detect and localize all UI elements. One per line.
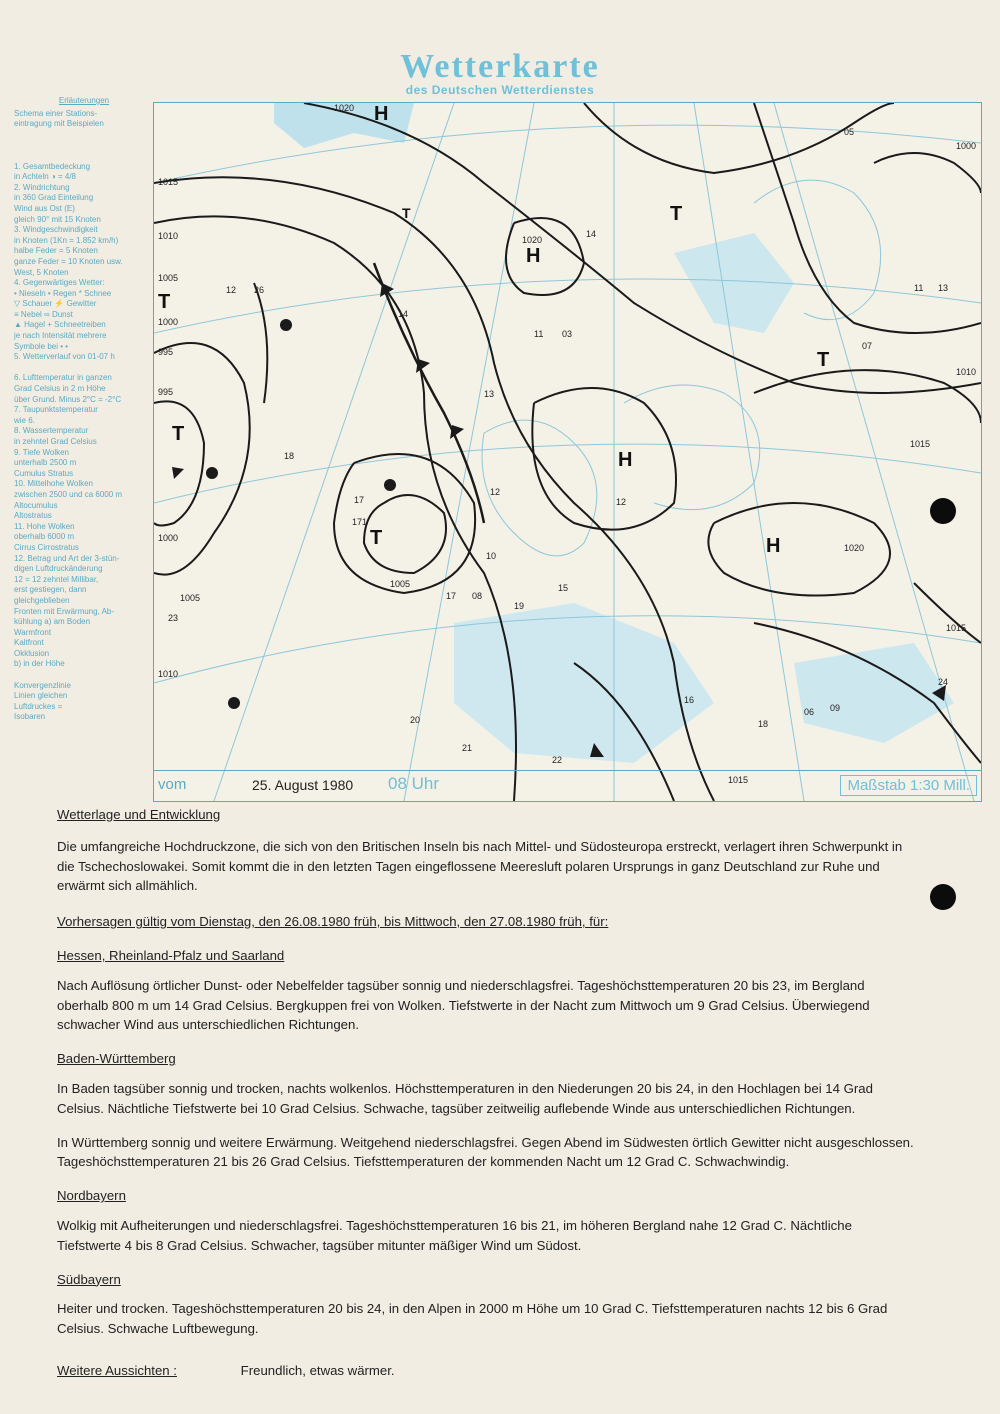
isobar-label: 1000 [956, 141, 977, 151]
isobar-line [754, 370, 981, 423]
high-pressure-label: H [374, 103, 389, 125]
map-date: 25. August 1980 [252, 777, 354, 793]
station-value: 05 [844, 127, 855, 137]
section-paragraph: Nach Auflösung örtlicher Dunst- oder Nebelfelder tagsüber sonnig und niederschlagsfrei. Tageshöchsttemperaturen 20 bis 23, im Bergland oberhalb 800 m um 14 Grad Celsius. Bergkuppen frei von Wolken. Tiefstwerte in der Nacht zum Mittwoch um 9 Grad Celsius. Überwiegend schwacher Wind aus unterschiedlichen Richtungen. [57, 977, 870, 1033]
legend-line: Schema einer Stations- [14, 108, 98, 118]
legend-line: oberhalb 6000 m [14, 532, 75, 542]
station-value: 10 [486, 551, 497, 561]
grid-line [154, 444, 981, 503]
front-semicircle [384, 479, 396, 491]
legend-line: 6. Lufttemperatur in ganzen [14, 373, 112, 383]
station-value: 19 [514, 601, 525, 611]
isobar-line [584, 103, 894, 173]
front-triangle [172, 467, 184, 479]
isobar-line [304, 103, 981, 393]
outlook-label: Weitere Aussichten : [57, 1362, 177, 1378]
map-footer-vom: vom [158, 776, 187, 793]
legend-panel [14, 96, 154, 723]
weather-map [153, 102, 982, 802]
isobar-line [154, 401, 204, 525]
sea-area-black [794, 643, 954, 743]
station-value: 08 [472, 591, 483, 601]
station-value: 12 [226, 285, 237, 295]
section-vorhersage [57, 912, 919, 932]
isobar-label: 1005 [180, 593, 201, 603]
station-value: 24 [938, 677, 949, 687]
legend-lines [14, 109, 154, 723]
page-title-block [300, 48, 700, 97]
isobar-line [154, 216, 516, 801]
legend-line: gleichgeblieben [14, 595, 70, 605]
front-triangle [416, 359, 430, 373]
legend-line: Symbole bei • • [14, 341, 69, 351]
front-semicircle [228, 697, 240, 709]
isobar-label: 1015 [158, 177, 179, 187]
section-paragraph: In Württemberg sonnig und weitere Erwärmung. Weitgehend niederschlagsfrei. Gegen Abend im Südwesten örtlich Gewitter nicht ausgeschlossen. Tageshöchsttemperaturen 21 bis 26 Grad Celsius. Tiefsttemperaturen der kommenden Nacht um 12 Grad C. Schwachwindig. [57, 1134, 914, 1170]
high-pressure-label: H [526, 245, 541, 267]
isobar-label: 1015 [946, 623, 967, 633]
station-value: 18 [758, 719, 769, 729]
section-nordbayern [57, 1186, 919, 1255]
legend-line: zwischen 2500 und ca 6000 m [14, 489, 123, 499]
isobar-label: 1010 [956, 367, 977, 377]
section-wetterlage [57, 805, 919, 896]
legend-line: in 360 Grad Einteilung [14, 193, 94, 203]
legend-line: in Knoten (1Kn = 1.852 km/h) [14, 235, 119, 245]
legend-line: digen Luftdruckänderung [14, 564, 103, 574]
station-value: 14 [398, 309, 409, 319]
grid-line [154, 125, 981, 183]
low-pressure-label: T [158, 291, 171, 313]
legend-line: kühlung a) am Boden [14, 617, 91, 627]
section-heading: Baden-Württemberg [57, 1051, 176, 1067]
station-value: 26 [254, 285, 265, 295]
station-value: 06 [804, 707, 815, 717]
legend-title: Erläuterungen [58, 96, 110, 105]
station-value: 17 [446, 591, 457, 601]
section-paragraph: Wolkig mit Aufheiterungen und niederschlagsfrei. Tageshöchsttemperaturen 16 bis 21, im höheren Bergland nahe 12 Grad C. Nächtliche Tiefstwerte 4 bis 8 Grad Celsius. Schwacher, tagsüber mitunter mäßiger Wind um Südost. [57, 1217, 852, 1253]
station-value: 03 [562, 329, 573, 339]
map-footer [154, 770, 981, 801]
isobar-label: 1015 [910, 439, 931, 449]
station-value: 07 [862, 341, 873, 351]
legend-line: 11. Hohe Wolken [14, 521, 75, 531]
legend-line: Isobaren [14, 712, 46, 722]
legend-line: ▽ Schauer ⚡ Gewitter [14, 299, 97, 309]
legend-line: eintragung mit Beispielen [14, 119, 104, 129]
front-triangle [450, 425, 464, 439]
legend-line: Fronten mit Erwärmung, Ab- [14, 606, 115, 616]
low-pressure-label: T [172, 423, 185, 445]
station-value: 21 [462, 743, 473, 753]
legend-line: ≡ Nebel ∞ Dunst [14, 309, 73, 319]
map-scale: Maßstab 1:30 Mill. [840, 775, 977, 796]
legend-line [14, 670, 154, 681]
legend-line: in Achteln ◑ = 4/8 [14, 172, 76, 182]
legend-line: 3. Windgeschwindigkeit [14, 225, 98, 235]
isobar-label: 1020 [522, 235, 543, 245]
punch-hole [930, 498, 956, 524]
legend-line: ▲ Hagel + Schneetreiben [14, 320, 106, 330]
isobar-label: 1005 [390, 579, 411, 589]
section-baden-wuerttemberg [57, 1049, 919, 1172]
station-value: 09 [830, 703, 841, 713]
station-value: 18 [284, 451, 295, 461]
station-value: 20 [410, 715, 421, 725]
low-pressure-label: T [817, 349, 830, 371]
section-heading: Südbayern [57, 1271, 121, 1287]
legend-line: 8. Wassertemperatur [14, 426, 89, 436]
legend-line: Luftdruckes = [14, 701, 63, 711]
low-pressure-label: T [370, 527, 383, 549]
station-value: 13 [484, 389, 495, 399]
isobar-label: 1000 [158, 533, 179, 543]
legend-line: je nach Intensität mehrere [14, 331, 107, 341]
isobar-line [254, 283, 267, 403]
legend-line: in zehntel Grad Celsius [14, 437, 97, 446]
low-pressure-label: T [402, 205, 411, 221]
isobar-label: 1010 [158, 231, 179, 241]
legend-line: Altocumulus [14, 500, 58, 510]
legend-line: Linien gleichen [14, 691, 68, 701]
station-value: 16 [684, 695, 695, 705]
outlook-row [57, 1361, 919, 1381]
outlook-text: Freundlich, etwas wärmer. [240, 1362, 395, 1378]
sea-area-med [454, 603, 714, 763]
legend-line: unterhalb 2500 m [14, 458, 77, 468]
legend-line: 10. Mittelhohe Wolken [14, 479, 94, 489]
legend-line: 9. Tiefe Wolken [14, 447, 69, 457]
station-value: 11 [914, 283, 924, 293]
section-heading: Wetterlage und Entwicklung [57, 807, 221, 822]
map-svg [154, 103, 981, 801]
high-pressure-label: H [766, 535, 781, 557]
grid-line [214, 103, 457, 801]
grid-line [694, 103, 804, 801]
legend-line: Wind aus Ost (E) [14, 203, 75, 213]
front-semicircle [280, 319, 292, 331]
legend-line: gleich 90° mit 15 Knoten [14, 214, 101, 224]
station-value: 15 [558, 583, 569, 593]
station-value: 14 [586, 229, 597, 239]
legend-line: Konvergenzlinie [14, 680, 71, 690]
legend-line: 1. Gesamtbedeckung [14, 161, 91, 171]
legend-line: 7. Taupunktstemperatur [14, 405, 98, 415]
legend-line: 4. Gegenwärtiges Wetter: [14, 278, 105, 288]
legend-line: 12. Betrag und Art der 3-stün- [14, 553, 120, 563]
legend-line: erst gestiegen, dann [14, 585, 87, 595]
isobar-label: 1015 [728, 775, 749, 785]
isobar-line [506, 218, 584, 295]
legend-line: 5. Wetterverlauf von 01-07 h [14, 352, 115, 362]
map-time: 08 Uhr [388, 774, 440, 793]
high-pressure-label: H [618, 449, 633, 471]
station-value: 22 [552, 755, 563, 765]
isobar-label: 1005 [158, 273, 179, 283]
isobar-label: 1020 [844, 543, 865, 553]
legend-line: über Grund. Minus 2°C = -2°C [14, 394, 122, 404]
forecast-text [57, 805, 919, 1381]
legend-line: Okklusion [14, 648, 50, 658]
legend-line: Cirrus Cirrostratus [14, 542, 79, 552]
legend-line: 2. Windrichtung [14, 182, 70, 192]
isobar-label: 1000 [158, 317, 179, 327]
legend-line: Grad Celsius in 2 m Höhe [14, 384, 106, 394]
legend-line: wie 6. [14, 415, 35, 425]
legend-line: Kaltfront [14, 638, 44, 648]
legend-line: West, 5 Knoten [14, 267, 69, 277]
page-subtitle: des Deutschen Wetterdienstes [405, 83, 595, 97]
section-heading: Nordbayern [57, 1188, 126, 1204]
station-value: 12 [616, 497, 627, 507]
legend-line: Warmfront [14, 627, 52, 637]
page-title: Wetterkarte [400, 48, 600, 85]
legend-line: b) in der Höhe [14, 659, 65, 669]
legend-line: • Nieseln • Regen * Schnee [14, 288, 112, 298]
legend-line: 12 = 12 zehntel Millibar, [14, 574, 99, 584]
legend-line: Cumulus Stratus [14, 468, 74, 478]
section-paragraph: Heiter und trocken. Tageshöchsttemperaturen 20 bis 24, in den Alpen in 2000 m Höhe um 10 Grad C. Tiefsttemperaturen nachts 12 bis 6 Grad Celsius. Schwache Luftbewegung. [57, 1301, 888, 1337]
isobar-label: 1020 [334, 103, 355, 113]
low-pressure-label: T [670, 203, 683, 225]
station-value: 13 [938, 283, 949, 293]
section-heading: Vorhersagen gültig vom Dienstag, den 26.08.1980 früh, bis Mittwoch, den 27.08.1980 früh, für: [57, 914, 609, 930]
punch-hole [930, 884, 956, 910]
section-suedbayern [57, 1270, 919, 1339]
section-hessen [57, 946, 919, 1035]
legend-line: Altostratus [14, 511, 52, 521]
station-value: 11 [534, 329, 544, 339]
isobar-label: 995 [158, 347, 174, 357]
section-paragraph: Die umfangreiche Hochdruckzone, die sich von den Britischen Inseln bis nach Mittel- und Südosteuropa erstreckt, verlagert ihren Schwerpunkt in die Tschechoslowakei. Somit kommt die in den letzten Tagen eingeflossene Meeresluft polaren Ursprungs in ganz Deutschland zur Ruhe und erwärmt sich allmählich. [57, 838, 903, 894]
legend-line [14, 130, 154, 141]
isobar-line [874, 153, 981, 193]
legend-line: ganze Feder = 10 Knoten usw. [14, 256, 123, 266]
station-value: 171 [352, 517, 368, 527]
isobar-label: 995 [158, 387, 174, 397]
station-value: 17 [354, 495, 365, 505]
station-value: 23 [168, 613, 179, 623]
isobar-label: 1010 [158, 669, 179, 679]
legend-line [14, 140, 154, 151]
legend-line [14, 151, 154, 162]
legend-line [14, 363, 154, 374]
section-heading: Hessen, Rheinland-Pfalz und Saarland [57, 947, 285, 963]
front-semicircle [206, 467, 218, 479]
station-value: 12 [490, 487, 501, 497]
isobar-line [532, 388, 676, 530]
legend-line: halbe Feder = 5 Knoten [14, 246, 98, 256]
section-paragraph: In Baden tagsüber sonnig und trocken, nachts wolkenlos. Höchsttemperaturen in den Niederungen 20 bis 24, in den Hochlagen bei 14 Grad Celsius. Nächtliche Tiefstwerte bei 10 Grad Celsius. Schwache, tagsüber zeitweilig auflebende Winde aus unterschiedlichen Richtungen. [57, 1080, 873, 1116]
